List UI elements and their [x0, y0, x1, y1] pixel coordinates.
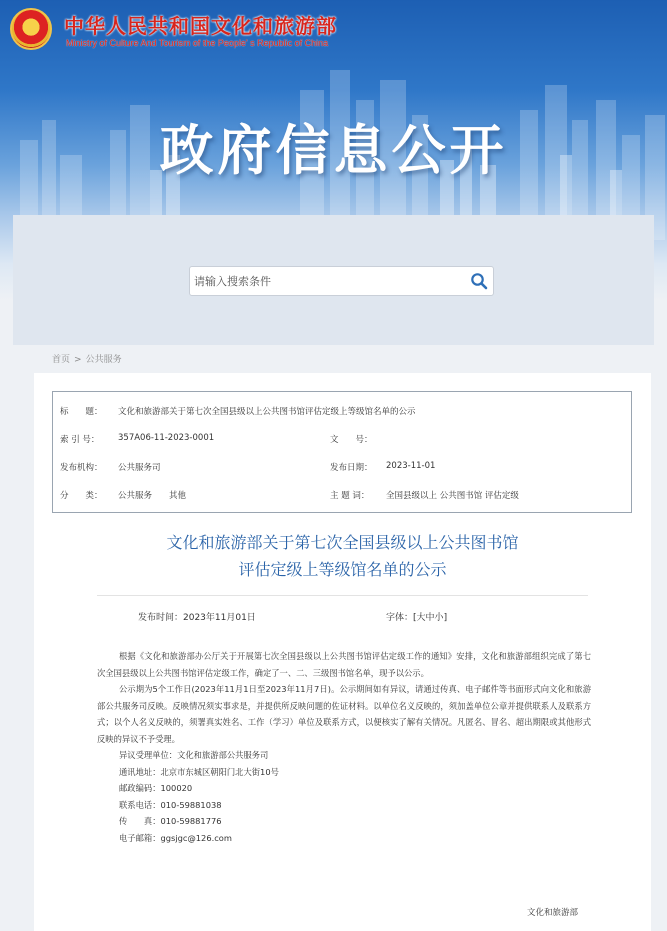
publish-time: 发布时间：2023年11月01日	[138, 613, 256, 623]
title-divider	[97, 595, 588, 596]
font-size-control	[386, 610, 447, 623]
contact-unit: 异议受理单位：文化和旅游部公共服务司	[119, 750, 269, 760]
meta-index-label: 索 引 号：	[60, 435, 100, 445]
document-meta-table	[52, 391, 632, 513]
contact-phone: 联系电话：010-59881038	[119, 799, 222, 810]
meta-issuer-label: 发布机构：	[60, 463, 103, 473]
search-icon[interactable]	[465, 267, 493, 295]
article-title	[34, 529, 651, 583]
search-box	[189, 266, 494, 296]
breadcrumb-separator: >	[74, 355, 82, 365]
font-size-label: 字体：[	[386, 613, 417, 623]
font-size-large-link[interactable]: 大	[416, 613, 426, 623]
contact-postcode: 邮政编码：100020	[119, 783, 193, 793]
meta-category-label: 分 类：	[60, 491, 103, 501]
meta-date-label: 发布日期：	[330, 463, 373, 473]
meta-subject-label: 主 题 词：	[330, 491, 370, 501]
meta-subject-value: 全国县级以上 公共图书馆 评估定级	[386, 491, 519, 501]
article-paragraph-2: 公示期为5个工作日(2023年11月1日至2023年11月7日)。公示期间如有异议，请通过传真、电子邮件等书面形式向文化和旅游部公共服务司反映。反映情况须实事求是，并提供所反映问题的佐证材料。以单位名义反映的，须加盖单位公章并提供联系人及联系方式；以个人名义反映的，须署真实姓名、工作（学习）单位及联系方式，以便核实了解有关情况。凡匿名、冒名、超出期限或其他形式反映的异议不予受理。	[97, 684, 591, 744]
ministry-name-en: Ministry of Culture And Tourism of the People' s Republic of China	[66, 38, 329, 48]
breadcrumb-home-link[interactable]: 首页	[52, 355, 71, 365]
signature: 文化和旅游部	[527, 908, 579, 918]
article-paragraph-1: 根据《文化和旅游部办公厅关于开展第七次全国县级以上公共图书馆评估定级工作的通知》安排，文化和旅游部组织完成了第七次全国县级以上公共图书馆评估定级工作，确定了一、二、三级图书馆名单，现予以公示。	[97, 651, 591, 678]
article-body	[97, 648, 591, 846]
font-size-small-link[interactable]: 小	[434, 613, 444, 623]
ministry-name-cn[interactable]: 中华人民共和国文化和旅游部	[64, 14, 337, 38]
meta-date-value: 2023-11-01	[386, 461, 436, 471]
contact-fax: 传 真：010-59881776	[119, 816, 222, 826]
font-size-medium-link[interactable]: 中	[425, 613, 435, 623]
contact-email: 电子邮箱：ggsjgc@126.com	[119, 832, 232, 843]
national-emblem-icon	[10, 8, 52, 50]
article-title-line-1: 文化和旅游部关于第七次全国县级以上公共图书馆	[166, 533, 519, 552]
breadcrumb-public-service-link[interactable]: 公共服务	[85, 355, 122, 365]
search-input[interactable]	[190, 268, 465, 294]
meta-doc-label: 文 号：	[330, 435, 373, 445]
contact-address: 通讯地址：北京市东城区朝阳门北大街10号	[119, 766, 279, 777]
meta-title-value: 文化和旅游部关于第七次全国县级以上公共图书馆评估定级上等级馆名单的公示	[118, 407, 416, 417]
article-title-line-2: 评估定级上等级馆名单的公示	[238, 560, 447, 579]
meta-index-value: 357A06-11-2023-0001	[118, 433, 215, 443]
meta-title-label: 标 题：	[60, 407, 103, 417]
breadcrumb	[52, 352, 122, 365]
font-size-close-bracket: ]	[443, 613, 448, 623]
page-title: 政府信息公开	[159, 119, 508, 182]
meta-issuer-value: 公共服务司	[118, 463, 161, 473]
meta-category-value: 公共服务 其他	[118, 491, 187, 501]
